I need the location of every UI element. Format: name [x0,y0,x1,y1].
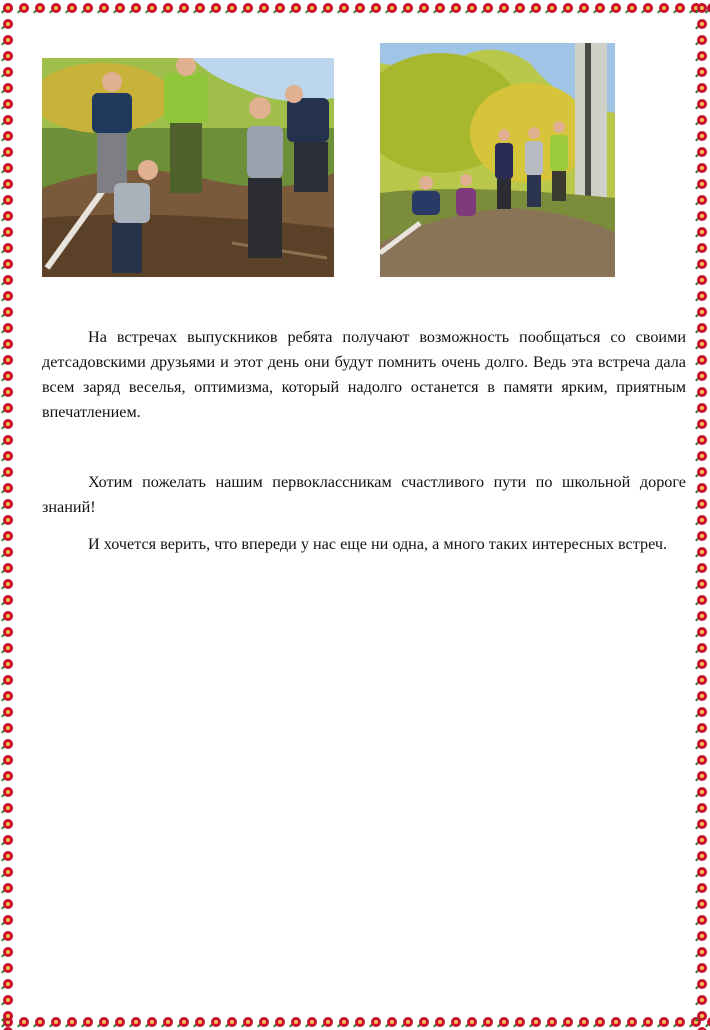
paragraph-future-meetings: И хочется верить, что впереди у нас еще ни одна, а много таких интересных встреч. [88,535,668,553]
flower-border-left [0,0,16,1030]
paragraph-graduates-meeting: На встречах выпускников ребята получают возможность пообщаться со своими детсадовскими друзьями и этот день они будут помнить очень долго. Ведь эта встреча дала всем заряд веселья, оптимизма, который надолго останется в памяти ярким, приятным впечатлением. [42,328,686,421]
flower-border-right [694,0,710,1030]
paragraph-wish-first-graders: Хотим пожелать нашим первоклассникам счастливого пути по школьной дороге знаний! [42,473,686,516]
children-forest-path-photo [380,43,615,277]
flower-border-top [0,0,710,16]
children-digging-photo [42,58,334,277]
flower-border-bottom [0,1014,710,1030]
